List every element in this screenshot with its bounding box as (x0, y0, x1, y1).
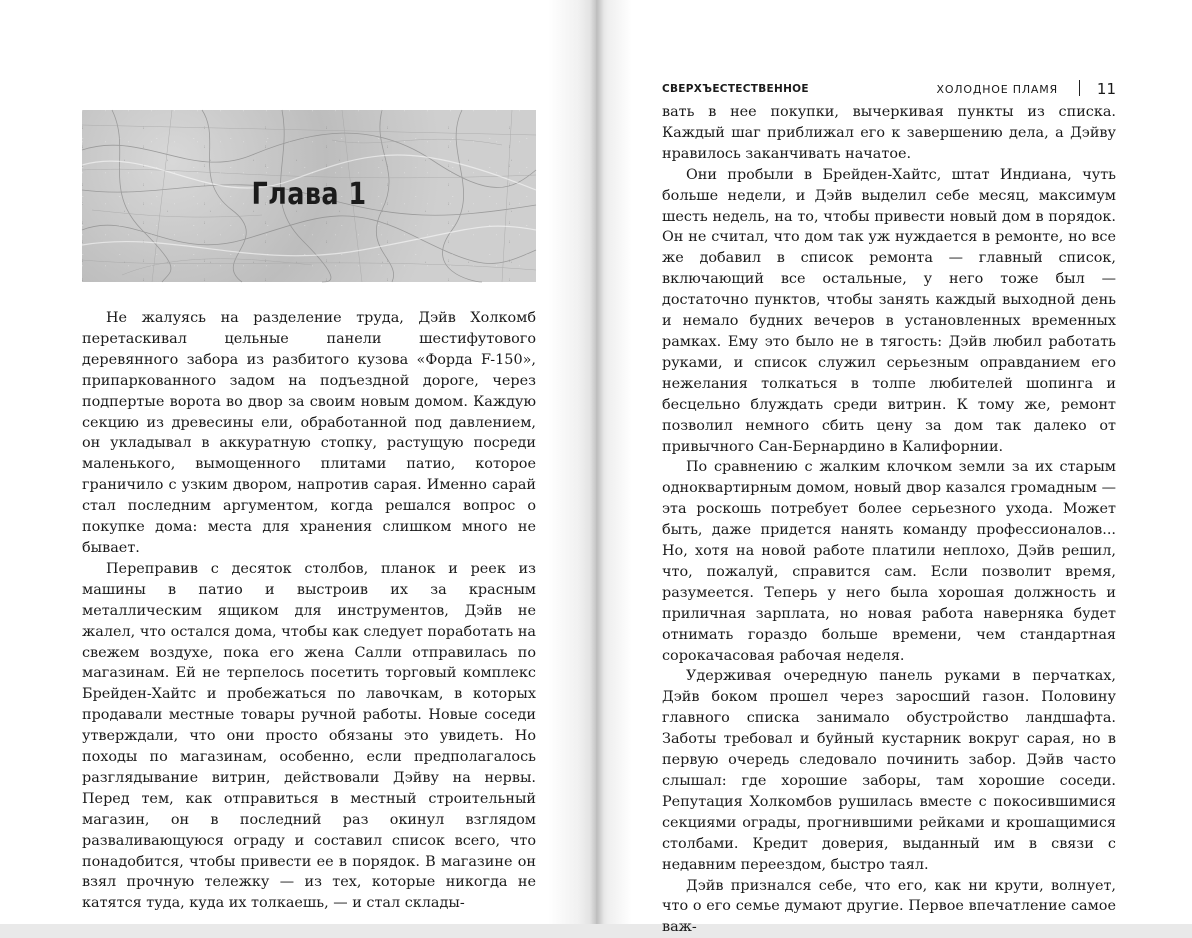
page-number: 11 (1096, 80, 1116, 98)
running-head (662, 80, 1116, 100)
book-title: ХОЛОДНОЕ ПЛАМЯ (936, 83, 1058, 96)
paragraph: Они пробыли в Брейден-Хайтс, штат Индиана, чуть больше недели, и Дэйв выделил себе месяц, максимум шесть недель, на то, чтобы привести новый дом в порядок. Он не считал, что дом так уж нуждается в ремонте, но все же добавил в список ремонта — главный список, включающий все остальные, у него тоже был — достаточно пунктов, чтобы занять каждый выходной день и немало будних вечеров в установленных временных рамках. Ему это было не в тягость: Дэйв любил работать руками, и список служил серьезным оправданием его нежелания толкаться в толпе любителей шопинга и бесцельно блуждать среди витрин. К тому же, ремонт позволил немного сбить цену за дом так далеко от привычного Сан-Бернардино в Калифорнии. (662, 166, 1116, 455)
paragraph: Дэйв признался себе, что его, как ни крути, волнует, что о его семье думают другие. Первое впечатление самое важ- (662, 877, 1116, 936)
paragraph: вать в нее покупки, вычеркивая пункты из списка. Каждый шаг приближал его к завершению дела, а Дэйву нравилось заканчивать начатое. (662, 104, 1116, 162)
right-body-text (662, 102, 1116, 938)
header-divider (1079, 80, 1080, 96)
chapter-title: Глава 1 (251, 177, 367, 212)
paragraph: По сравнению с жалким клочком земли за их старым одноквартирным домом, новый двор казался громадным — эта роскошь потребует более серьезного ухода. Может быть, даже придется нанять команду профессионалов... Но, хотя на новой работе платили неплохо, Дэйв решил, что, пожалуй, справится сам. Если позволит время, разумеется. Теперь у него была хорошая должность и приличная зарплата, но новая работа наверняка будет отнимать гораздо больше времени, чем стандартная сорокачасовая рабочая неделя. (662, 459, 1116, 664)
right-page (596, 0, 1192, 936)
series-title: СВЕРХЪЕСТЕСТВЕННОЕ (662, 83, 809, 95)
paragraph: Не жалуясь на разделение труда, Дэйв Холкомб перетаскивал цельные панели шестифутового деревянного забора из разбитого кузова «Форда F-150», припаркованного задом на подъездной дороге, через подпертые ворота во двор за своим новым домом. Каждую секцию из древесины ели, обработанной под давлением, он укладывал в аккуратную стопку, растущую посреди маленького, вымощенного плитами патио, которое граничило с узким двором, напротив сарая. Именно сарай стал последним аргументом, когда решался вопрос о покупке дома: места для хранения слишком много не бывает. (82, 310, 536, 556)
paragraph: Переправив с десяток столбов, планок и реек из машины в патио и выстроив их за красным металлическим ящиком для инструментов, Дэйв не жалел, что остался дома, чтобы как следует поработать на свежем воздухе, пока его жена Салли отправилась по магазинам. Ей не терпелось посетить торговый комплекс Брейден-Хайтс и пробежаться по лавочкам, в которых продавали местные товары ручной работы. Новые соседи утверждали, что они просто обязаны это увидеть. Но походы по магазинам, особенно, если предполагалось разглядывание витрин, действовали Дэйву на нервы. Перед тем, как отправиться в местный строительный магазин, он в последний раз окинул взглядом разваливающуюся ограду и составил список всего, что понадобится, чтобы привести ее в порядок. В магазине он взял прочную тележку — из тех, которые никогда не катятся туда, куда их толкаешь, — и стал склады- (82, 560, 536, 912)
paragraph: Удерживая очередную панель руками в перчатках, Дэйв боком прошел через заросший газон. Половину главного списка занимало обустройство ландшафта. Заботы требовал и буйный кустарник вокруг сарая, но в первую очередь следовало починить забор. Дэйв часто слышал: где хорошие заборы, там хорошие соседи. Репутация Холкомбов рушилась вместе с покосившимися секциями ограды, прогнившими рейками и крошащимися столбами. Кредит доверия, выданный им в связи с недавним переездом, быстро таял. (662, 668, 1116, 873)
left-page (0, 0, 596, 924)
left-body-text (82, 308, 536, 914)
chapter-banner-map (82, 110, 536, 282)
